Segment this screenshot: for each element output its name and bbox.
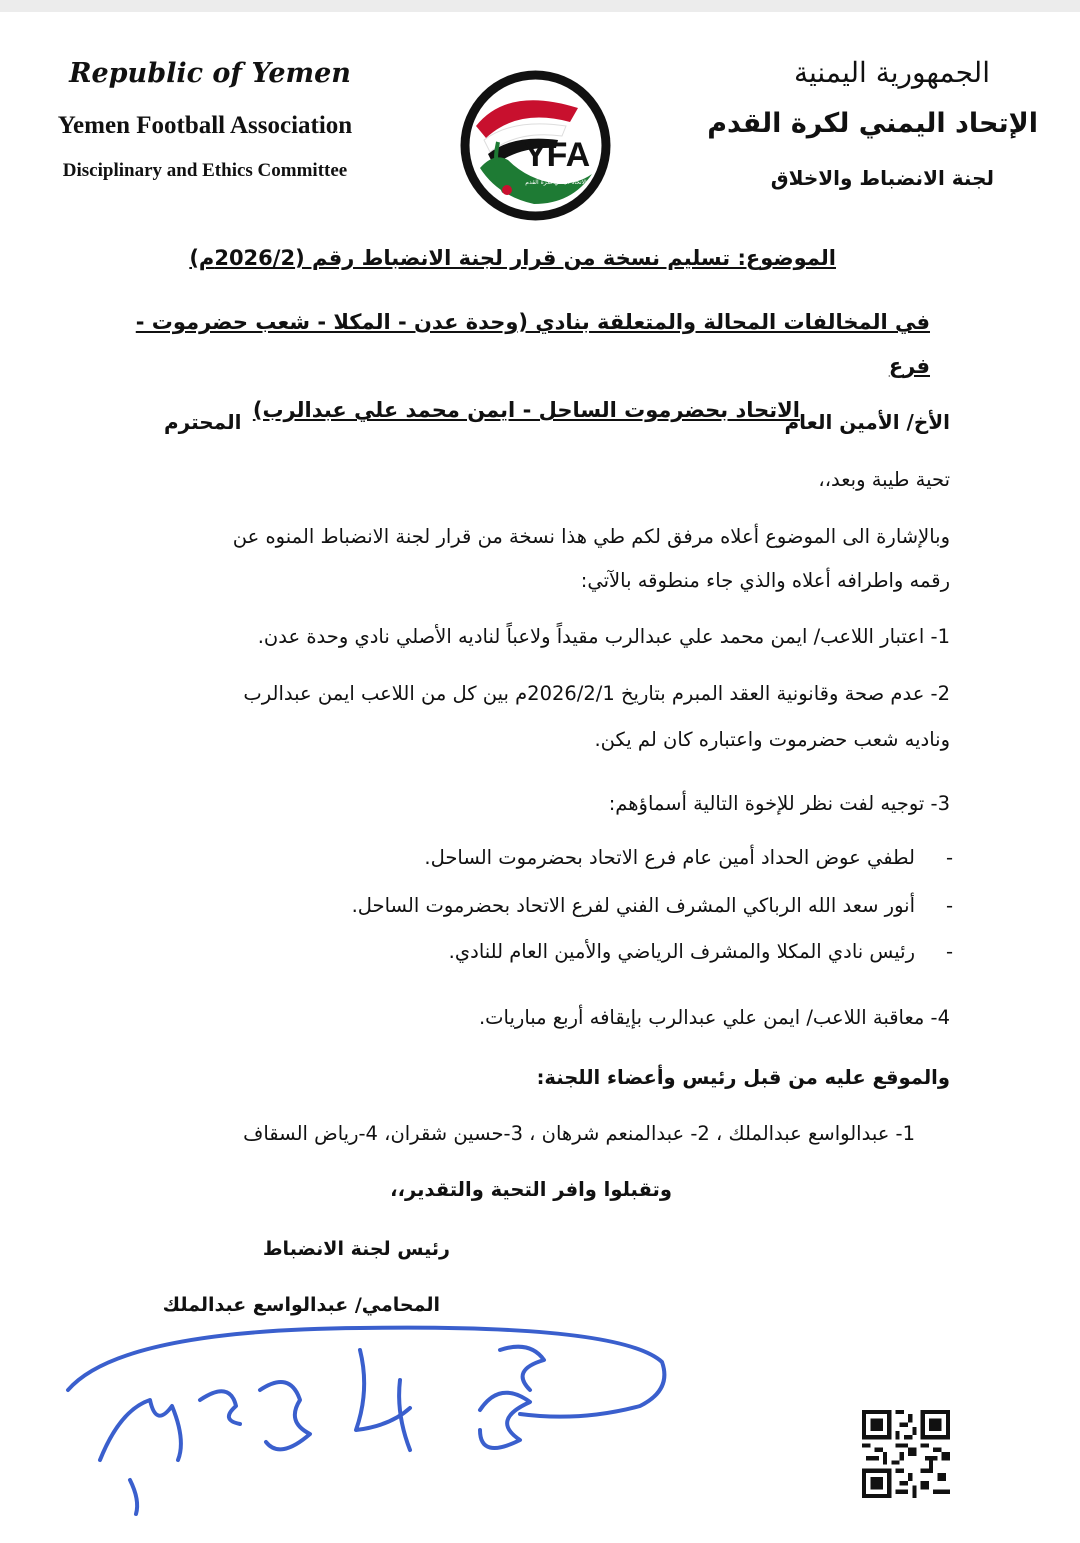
ar-committee-name: لجنة الانضباط والاخلاق <box>770 166 994 190</box>
decision-item-1: 1- اعتبار اللاعب/ ايمن محمد علي عبدالرب مقيداً ولاعباً لناديه الأصلي نادي وحدة عدن. <box>257 625 950 648</box>
addressee: الأخ/ الأمين العام <box>784 410 950 434</box>
decision-item-3: 3- توجيه لفت نظر للإخوة التالية أسماؤهم: <box>608 792 950 815</box>
top-edge <box>0 0 1080 12</box>
decision-item-2 <box>130 674 950 760</box>
signatory-title: رئيس لجنة الانضباط <box>262 1238 450 1260</box>
qr-code <box>862 1410 950 1498</box>
closing-line: وتقبلوا وافر التحية والتقدير،، <box>390 1178 672 1201</box>
bullet-mark: - <box>945 846 953 869</box>
bullet-text: لطفي عوض الحداد أمين عام فرع الاتحاد بحضرموت الساحل. <box>424 846 915 869</box>
bullet-item <box>215 894 953 917</box>
en-committee-name: Disciplinary and Ethics Committee <box>62 160 348 181</box>
committee-members: 1- عبدالواسع عبدالملك ، 2- عبدالمنعم شرهان ، 3-حسين شقران، 4-رياض السقاف <box>243 1122 915 1145</box>
signed-by-heading: والموقع عليه من قبل رئيس وأعضاء اللجنة: <box>536 1066 950 1089</box>
ar-country-name: الجمهورية اليمنية <box>793 56 990 89</box>
signatory-name: المحامي/ عبدالواسع عبدالملك <box>162 1294 440 1316</box>
bullet-item <box>215 940 953 963</box>
addressee-honorific: المحترم <box>164 410 242 434</box>
subject-details-line2: الاتحاد بحضرموت الساحل - ايمن محمد علي عبدالرب) <box>252 398 800 422</box>
intro-line2: رقمه واطرافه أعلاه والذي جاء منطوقه بالآتي: <box>580 569 950 592</box>
yfa-logo <box>458 68 613 223</box>
decision-item-4: 4- معاقبة اللاعب/ ايمن علي عبدالرب بإيقافه أربع مباريات. <box>478 1006 950 1029</box>
ar-organization-name: الإتحاد اليمني لكرة القدم <box>707 108 1038 139</box>
svg-text:YFA: YFA <box>524 136 591 174</box>
en-country-name: Republic of Yemen <box>69 58 351 89</box>
intro-line1: وبالإشارة الى الموضوع أعلاه مرفق لكم طي هذا نسخة من قرار لجنة الانضباط المنوه عن <box>232 525 950 548</box>
greeting: تحية طيبة وبعد،، <box>818 468 950 491</box>
bullet-item <box>215 846 953 869</box>
bullet-mark: - <box>945 940 953 963</box>
logo-subtext: الاتحاد اليمني لكرة القدم <box>525 179 587 186</box>
bullet-text: رئيس نادي المكلا والمشرف الرياضي والأمين العام للنادي. <box>448 940 915 963</box>
subject-line: الموضوع: تسليم نسخة من قرار لجنة الانضباط رقم (2026/2م) <box>189 246 836 270</box>
decision-item-2-line2: وناديه شعب حضرموت واعتباره كان لم يكن. <box>594 728 950 751</box>
intro-paragraph <box>130 517 950 601</box>
en-organization-name: Yemen Football Association <box>57 112 353 139</box>
subject-details-line1: في المخالفات المحالة والمتعلقة بنادي (وحدة عدن - المكلا - شعب حضرموت - فرع <box>135 310 930 378</box>
decision-item-2-line1: 2- عدم صحة وقانونية العقد المبرم بتاريخ 2026/2/1م بين كل من اللاعب ايمن عبدالرب <box>243 682 950 705</box>
handwritten-signature <box>60 1310 680 1520</box>
bullet-text: أنور سعد الله الرباكي المشرف الفني لفرع الاتحاد بحضرموت الساحل. <box>351 894 915 917</box>
bullet-mark: - <box>945 894 953 917</box>
